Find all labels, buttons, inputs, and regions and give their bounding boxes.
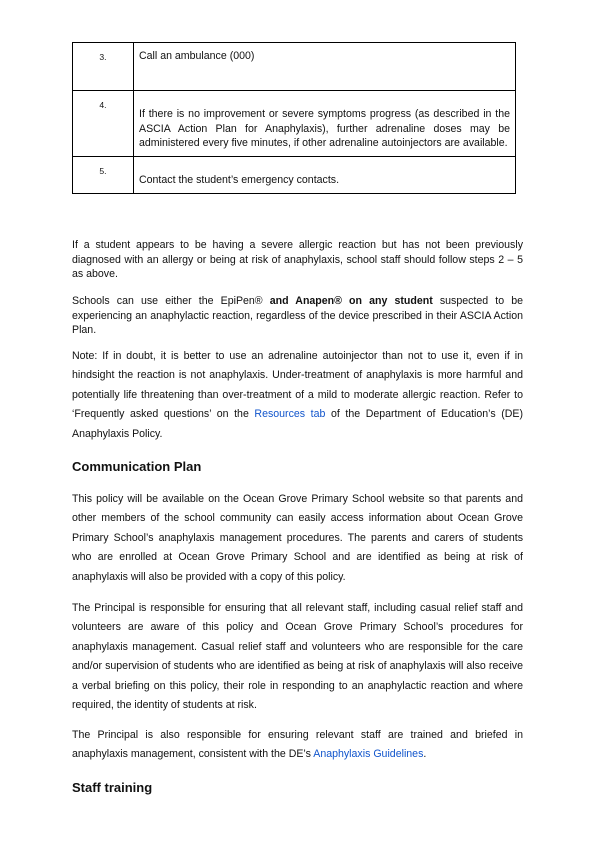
table-row xyxy=(73,91,516,157)
steps-table xyxy=(72,42,516,194)
devices-text-2: suspected to be experiencing an anaphylactic reaction, regardless of the device prescribed in their ASCIA Action Plan. xyxy=(72,295,523,337)
comm3-text-2: . xyxy=(423,748,427,761)
note-text-2: of the Department of Education’s (DE) Anaphylaxis Policy. xyxy=(72,408,523,440)
resources-tab-link[interactable]: Resources tab xyxy=(254,408,326,421)
step-text: Contact the student’s emergency contacts. xyxy=(134,156,516,194)
devices-text-1: Schools can use either the EpiPen® xyxy=(72,295,270,307)
devices-bold-text: and Anapen® on any student xyxy=(269,295,433,307)
communication-plan-heading: Communication Plan xyxy=(72,459,202,474)
undiagnosed-paragraph: If a student appears to be having a severe allergic reaction but has not been previously diagnosed with an allergy or being at risk of anaphylaxis, school staff should follow steps 2 – 5 as above. xyxy=(72,239,523,281)
step-number: 5. xyxy=(73,156,134,194)
devices-paragraph xyxy=(72,294,523,338)
staff-training-heading: Staff training xyxy=(72,780,153,795)
note-text-1: Note: If in doubt, it is better to use an adrenaline autoinjector than not to use it, even if in hindsight the reaction is not anaphylaxis. Under-treatment of anaphylaxis is more harmful and potentially life threatening than over-treatment of a mild to moderate allergic reaction. Refer to ‘Frequently asked questions’ on the xyxy=(72,350,523,421)
step-text: Call an ambulance (000) xyxy=(134,43,516,91)
communication-paragraph-3 xyxy=(72,726,523,765)
table-row xyxy=(73,156,516,194)
note-paragraph xyxy=(72,347,523,444)
step-number: 3. xyxy=(73,43,134,91)
step-text: If there is no improvement or severe symptoms progress (as described in the ASCIA Action Plan for Anaphylaxis), further adrenaline doses may be administered every five minutes, if other adrenaline autoinjectors are available. xyxy=(134,91,516,157)
step-number: 4. xyxy=(73,91,134,157)
table-row xyxy=(73,43,516,91)
communication-paragraph-2: The Principal is responsible for ensuring that all relevant staff, including casual relief staff and volunteers are aware of this policy and Ocean Grove Primary School’s procedures for anaphylaxis management. Casual relief staff and volunteers who are responsible for the care and/or supervision of students who are identified as being at risk of anaphylaxis will also receive a verbal briefing on this policy, their role in responding to an anaphylactic reaction and where required, the identity of students at risk. xyxy=(72,602,523,712)
communication-paragraph-1: This policy will be available on the Ocean Grove Primary School website so that parents and other members of the school community can easily access information about Ocean Grove Primary School’s anaphylaxis management procedures. The parents and carers of students who are enrolled at Ocean Grove Primary School and are identified as being at risk of anaphylaxis will also be provided with a copy of this policy. xyxy=(72,493,523,583)
comm3-text-1: The Principal is also responsible for ensuring relevant staff are trained and briefed in anaphylaxis management, consistent with the DE’s xyxy=(72,729,523,761)
anaphylaxis-guidelines-link[interactable]: Anaphylaxis Guidelines xyxy=(313,748,424,761)
